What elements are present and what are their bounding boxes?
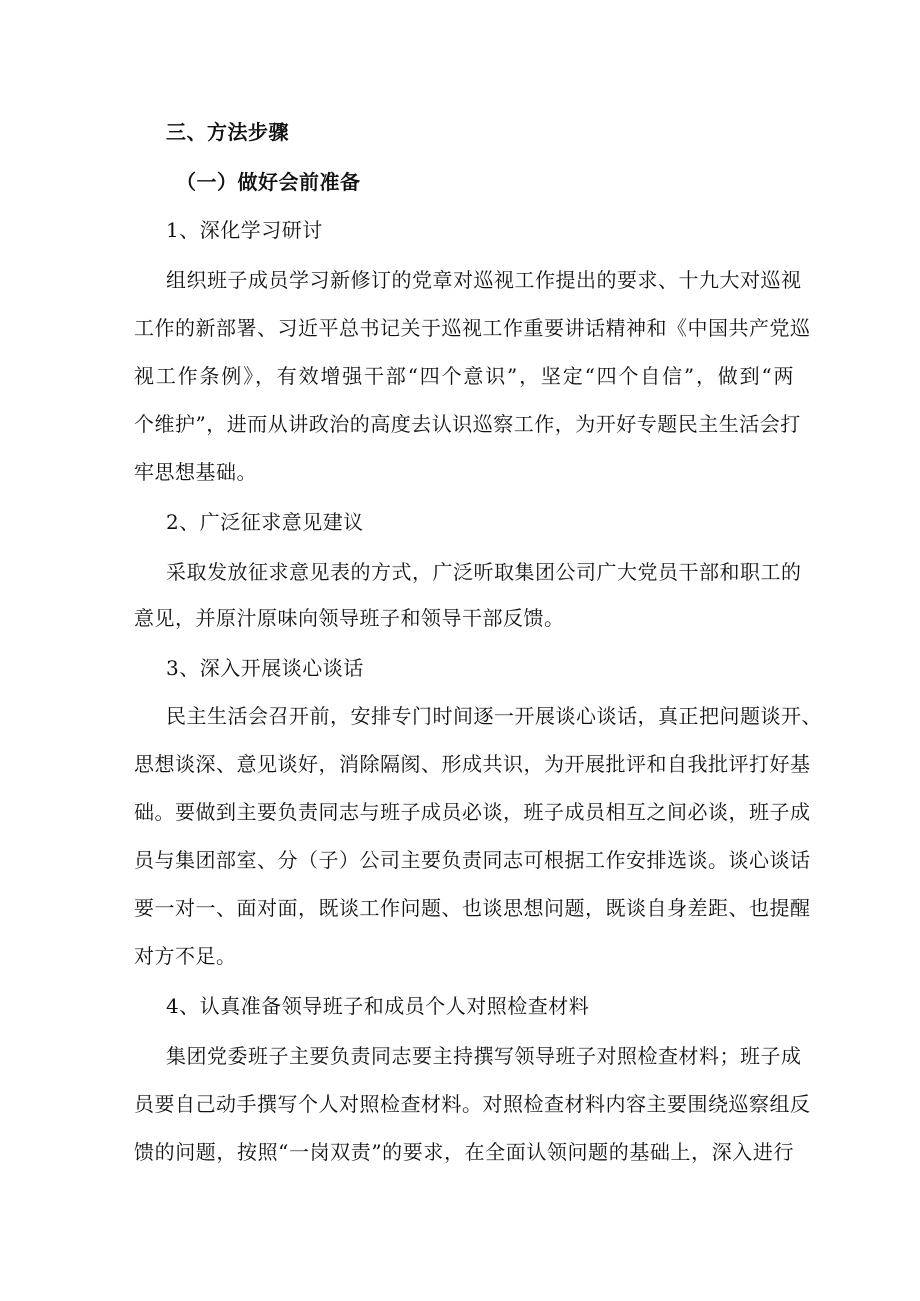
item1-line: 牢思想基础。 [134, 460, 257, 484]
item3-line: 础。要做到主要负责同志与班子成员必谈，班子成员相互之间必谈，班子成 [134, 800, 811, 824]
item4-line: 馈的问题，按照“一岗双责”的要求，在全面认领问题的基础上，深入进行 [134, 1140, 794, 1164]
section-heading: 三、方法步骤 [166, 120, 289, 144]
item1-line: 视工作条例》，有效增强干部“四个意识”，坚定“四个自信”，做到“两 [134, 364, 794, 388]
item4-line: 员要自己动手撰写个人对照检查材料。对照检查材料内容主要围绕巡察组反 [134, 1092, 811, 1116]
item1-line: 个维护”，进而从讲政治的高度去认识巡察工作，为开好专题民主生活会打 [134, 412, 801, 436]
item1-title: 1、深化学习研讨 [166, 218, 323, 242]
item4-title: 4、认真准备领导班子和成员个人对照检查材料 [166, 994, 590, 1018]
item2-line: 意见，并原汁原味向领导班子和领导干部反馈。 [134, 606, 565, 630]
item3-line: 员与集团部室、分（子）公司主要负责同志可根据工作安排选谈。谈心谈话 [134, 848, 811, 872]
item1-line: 工作的新部署、习近平总书记关于巡视工作重要讲话精神和《中国共产党巡 [134, 316, 811, 340]
subsection-heading: （一）做好会前准备 [176, 170, 361, 194]
item2-title: 2、广泛征求意见建议 [166, 510, 364, 534]
item2-line: 采取发放征求意见表的方式，广泛听取集团公司广大党员干部和职工的 [166, 560, 802, 584]
item4-line: 集团党委班子主要负责同志要主持撰写领导班子对照检查材料；班子成 [166, 1044, 802, 1068]
item1-line: 组织班子成员学习新修订的党章对巡视工作提出的要求、十九大对巡视 [166, 268, 802, 292]
item3-line: 对方不足。 [134, 944, 237, 968]
item3-title: 3、深入开展谈心谈话 [166, 656, 364, 680]
item3-line: 思想谈深、意见谈好，消除隔阂、形成共识，为开展批评和自我批评打好基 [134, 752, 811, 776]
item3-line: 要一对一、面对面，既谈工作问题、也谈思想问题，既谈自身差距、也提醒 [134, 896, 811, 920]
item3-line: 民主生活会召开前，安排专门时间逐一开展谈心谈话，真正把问题谈开、 [166, 704, 822, 728]
